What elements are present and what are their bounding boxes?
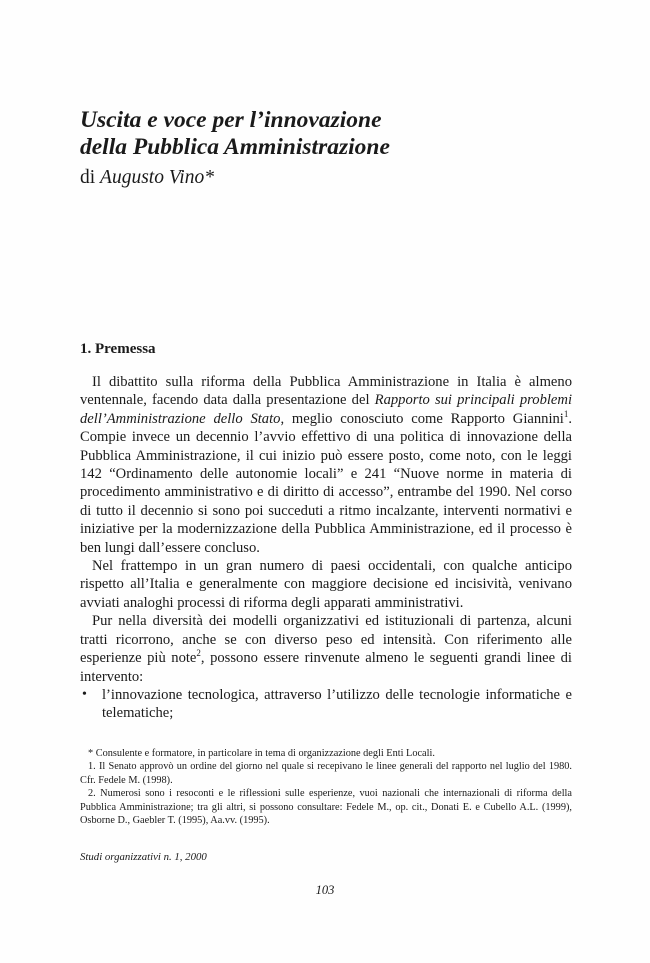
- footnote-2: 2. Numerosi sono i resoconti e le riflessioni sulle esperienze, vuoi nazionali che internazionali di riforma della Pubblica Amministrazione; tra gli altri, si possono consultare: Fedele M., op. cit., Donati E. e Cubello A.L. (1999), Osborne D., Gaebler T. (1995), Aa.vv. (1995).: [80, 788, 572, 827]
- body-text: [80, 373, 572, 723]
- footnote-ref-1[interactable]: 1: [563, 408, 569, 419]
- bullet-icon: •: [82, 686, 87, 702]
- p3-text-a: Pur nella diversità dei modelli organizzativi ed istituzionali di partenza, alcuni tratti ricorrono, anche se con diverso peso ed intensità. Con riferimento alle esperienze più note: [80, 613, 572, 667]
- article-title: [80, 107, 600, 161]
- list-item-text: l’innovazione tecnologica, attraverso l’utilizzo delle tecnologie informatiche e telematiche;: [102, 686, 572, 722]
- p1-text-c: . Compie invece un decennio l’avvio effettivo di una politica di innovazione della Pubblica Amministrazione, il cui inizio può essere posto, come noto, con le leggi 142 “Ordinamento delle autonomie locali” e 241 “Nuove norme in materia di procedimento amministrativo e di diritto di accesso”, entrambe del 1990. Nel corso di tutto il decennio si sono poi succeduti a ritmo incalzante, interventi normativi e iniziative per la modernizzazione della Pubblica Amministrazione, ed il processo è ben lungi dall’essere concluso.: [80, 410, 573, 556]
- footnote-1: 1. Il Senato approvò un ordine del giorno nel quale si recepivano le linee generali del rapporto nel luglio del 1980. Cfr. Fedele M. (1998).: [80, 761, 572, 786]
- footnote-ref-2[interactable]: 2: [196, 648, 201, 659]
- footnotes: [80, 747, 572, 827]
- byline-prefix: di: [80, 167, 96, 188]
- author-byline: [80, 166, 214, 190]
- intervention-list: [80, 686, 572, 723]
- title-line-1: Uscita e voce per l’innovazione: [80, 107, 382, 133]
- page-number: 103: [315, 883, 335, 897]
- footnote-star: * Consulente e formatore, in particolare in tema di organizzazione degli Enti Locali.: [88, 748, 435, 759]
- section-heading: 1. Premessa: [80, 341, 156, 357]
- title-line-2: della Pubblica Amministrazione: [80, 134, 390, 160]
- list-item: [80, 686, 572, 723]
- p1-text-a: Il dibattito sulla riforma della Pubblica Amministrazione in Italia è almeno ventennale, facendo data dalla presentazione del: [80, 374, 572, 409]
- p1-text-b: , meglio conosciuto come Rapporto Giannini: [280, 410, 564, 427]
- author-name: Augusto Vino*: [100, 167, 214, 188]
- paragraph-2: Nel frattempo in un gran numero di paesi occidentali, con qualche anticipo rispetto all’Italia e generalmente con maggiore decisione ed incisività, venivano avviati analoghi processi di riforma degli apparati amministrativi.: [80, 558, 572, 611]
- journal-citation: Studi organizzativi n. 1, 2000: [80, 851, 207, 863]
- paragraph-1: [80, 373, 572, 557]
- paragraph-3: [80, 612, 572, 686]
- p3-text-b: , possono essere rinvenute almeno le seguenti grandi linee di intervento:: [80, 650, 572, 685]
- p1-report-title: Rapporto sui principali problemi dell’Amministrazione dello Stato: [80, 392, 573, 427]
